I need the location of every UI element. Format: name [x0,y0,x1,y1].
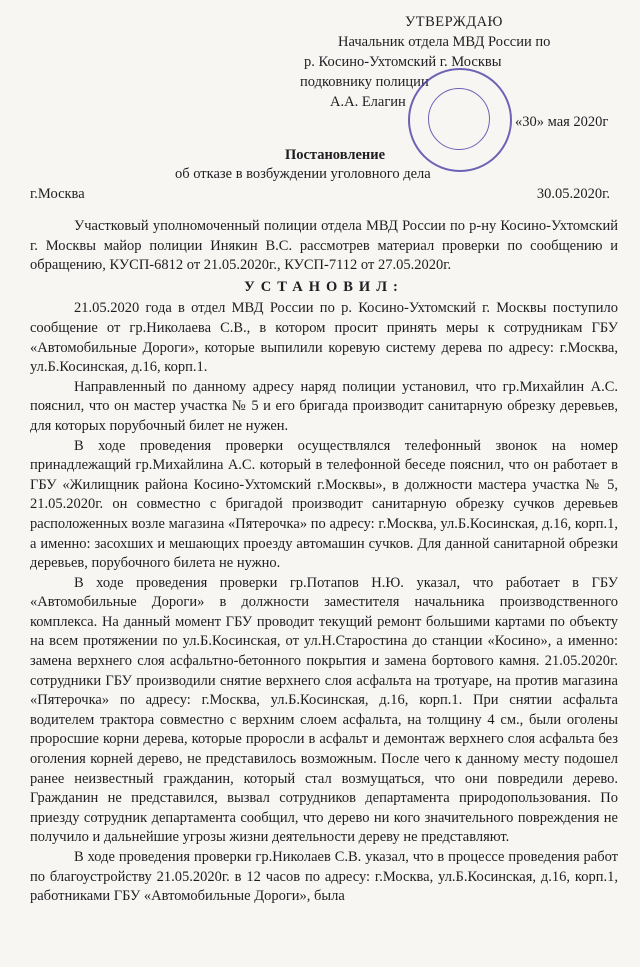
intro-paragraph: Участковый уполномоченный полиции отдела МВД России по р-ну Косино-Ухтомский г. Москвы майор полиции Инякин В.С. рассмотрев материал проверки по сообщению и обращению, КУСП-6812 от 21.05.2020г., КУСП-7112 от 27.05.2020г. [30,218,618,274]
approval-date: «30» мая 2020г [515,114,609,130]
approval-district: р. Косино-Ухтомский г. Москвы [304,54,502,70]
body-paragraph: В ходе проведения проверки гр.Потапов Н.Ю. указал, что работает в ГБУ «Автомобильные Дороги» в должности заместителя начальника производственного комплекса. На данный момент ГБУ проводит текущий ремонт большими картами по объекту на всем протяжении по ул.Б.Косинская, от ул.Н.Старостина до станции «Косино», а именно: замена верхнего слоя асфальтно-бетонного покрытия и замена бортового камня. 21.05.2020г. сотрудники ГБУ производили снятие верхнего слоя асфальта на тротуаре, на против магазина «Пятерочка» по адресу: г.Москва, ул.Б.Косинская, д.16, корп.1. При снятии асфальта водителем трактора совместно с верхним слоем асфальта, на толщину 4 см., были оголены проросшие корни дерева, которые проросли в асфальт и демонтаж верхнего слоя асфальта без оголения корней дерево, не представилось возможным. После чего к данному месту подошел ранее неизвестный гражданин, который стал возмущаться, что они повредили дерево. Гражданин не представился, вызвал сотрудников департамента природопользования. По приезду сотрудник департамента сообщил, что дерево ни кого значительного повреждения не получило и дальнейшие угрозы жизни деятельности дереву не представляют. [30,574,618,846]
document-subtitle: об отказе в возбуждении уголовного дела [175,166,431,182]
body-paragraph: 21.05.2020 года в отдел МВД России по р. Косино-Ухтомский г. Москвы поступило сообщение от гр.Николаева С.В., в котором просит принять меры к сотрудникам ГБУ «Автомобильные Дороги», которые выпилили коревую систему дерева по адресу: г.Москва, ул.Б.Косинская, д.16, корп.1. [30,300,618,376]
approval-rank: подковнику полиции [300,74,429,90]
approval-name: А.А. Елагин [330,94,406,110]
document-title: Постановление [284,147,386,163]
document-body [30,217,618,907]
section-heading: УСТАНОВИЛ: [244,278,404,295]
body-paragraph: Направленный по данному адресу наряд полиции установил, что гр.Михайлин А.С. пояснил, что он мастер участка № 5 и его бригада производит санитарную обрезку деревьев, для которых порубочный билет не нужен. [30,378,618,434]
document-date: 30.05.2020г. [536,186,610,202]
body-paragraph: В ходе проведения проверки гр.Николаев С.В. указал, что в процессе проведения работ по благоустройству 21.05.2020г. в 12 часов по адресу: г.Москва, ул.Б.Косинская, д.16, корп.1, работниками ГБУ «Автомобильные Дороги», была [30,849,618,905]
approval-heading: УТВЕРЖДАЮ [405,14,503,30]
approval-position: Начальник отдела МВД России по [338,34,551,50]
body-paragraph: В ходе проведения проверки осуществлялся телефонный звонок на номер принадлежащий гр.Михайлина А.С. который в телефонной беседе пояснил, что он работает в ГБУ «Жилищник района Косино-Ухтомский г.Москвы», в должности мастера участка № 5, 21.05.2020г. он совместно с бригадой производит санитарную обрезку сучков деревьев расположенных возле магазина «Пятерочка» по адресу: г.Москва, ул.Б.Косинская, д.16, корп.1, а именно: засохших и мешающих проезду автомашин сучков. Для данной санитарной обрезки деревьев, порубочного билета не нужно. [30,437,618,572]
document-place: г.Москва [30,186,85,202]
